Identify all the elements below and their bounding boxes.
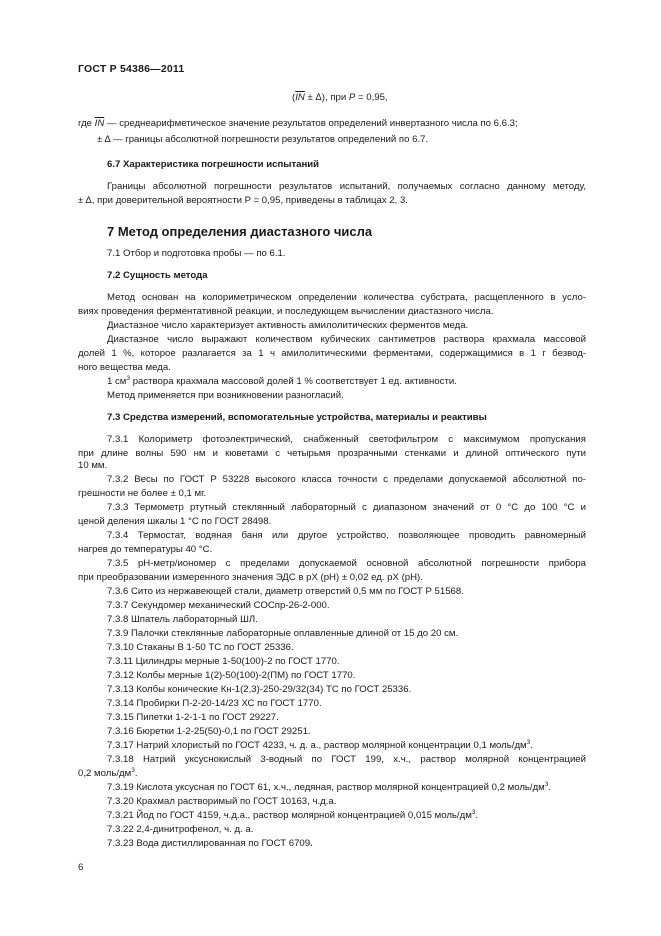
paragraph-7-2-line: 1 $см^3$ раствора крахмала массовой долей 1 % соответствует 1 ед. активности. (107, 375, 457, 387)
page-number: 6 (78, 862, 84, 873)
item-7-3-4-line: 7.3.4 Термостат, водяная баня или другое устройство, позволяющее проводить равномерный (107, 530, 586, 541)
item-7-3-19: 7.3.19 Кислота уксусная по ГОСТ 61, х.ч., ледяная, раствор молярной концентрацией 0,2 моль/$дм^3$. (107, 781, 552, 793)
paragraph-7-2-line: виях проведения ферментативной реакции, и последующем вычислении диастазного числа. (78, 306, 494, 317)
paragraph-7-2-line: долей 1 %, которое разлагается за 1 ч амилолитическими ферментами, содержащимися в 1 г безвод- (78, 348, 586, 359)
legend-line-2: ± Δ — границы абсолютной погрешности результатов определений по 6.7. (97, 134, 429, 145)
item-7-3-1-line: 7.3.1 Колориметр фотоэлектрический, снабженный светофильтром с максимумом пропускания (107, 434, 586, 445)
item-7-3-11: 7.3.11 Цилиндры мерные 1-50(100)-2 по ГОСТ 1770. (107, 656, 340, 667)
item-7-3-18-line: 7.3.18 Натрий уксуснокислый 3-водный по ГОСТ 199, х.ч., раствор молярной концентрацией (107, 754, 586, 765)
section-6-7-title: 6.7 Характеристика погрешности испытаний (107, 159, 320, 170)
item-7-3-23: 7.3.23 Вода дистиллированная по ГОСТ 6709. (107, 838, 313, 849)
paragraph-7-2-line: Диастазное число выражают количеством кубических сантиметров раствора крахмала массовой (107, 334, 586, 345)
item-7-3-1-line: при длине волны 590 нм и кюветами с четырьмя прозрачными стенками и длиной оптического пути (78, 448, 586, 459)
item-7-3-16: 7.3.16 Бюретки 1-2-25(50)-0,1 по ГОСТ 29251. (107, 726, 311, 737)
document-header: ГОСТ Р 54386—2011 (78, 63, 185, 75)
item-7-3-7: 7.3.7 Секундомер механический СОСпр-26-2-000. (107, 600, 330, 611)
item-7-3-8: 7.3.8 Шпатель лабораторный ШЛ. (107, 614, 258, 625)
section-6-7-line-1: Границы абсолютной погрешности результатов испытаний, получаемых согласно данному методу, (107, 181, 586, 192)
item-7-3-18-line: 0,2 моль/$дм^3$. (78, 767, 138, 779)
paragraph-7-2-line: Диастазное число характеризует активность амилолитических ферментов меда. (107, 320, 469, 331)
section-7-2-title: 7.2 Сущность метода (107, 270, 208, 281)
item-7-3-3-line: 7.3.3 Термометр ртутный стеклянный лабораторный с диапазоном значений от 0 °С до 100 °С и (107, 502, 586, 513)
item-7-3-20: 7.3.20 Крахмал растворимый по ГОСТ 10163, ч.д.а. (107, 796, 337, 807)
item-7-3-14: 7.3.14 Пробирки П-2-20-14/23 ХС по ГОСТ 1770. (107, 698, 322, 709)
item-7-3-21: 7.3.21 Йод по ГОСТ 4159, ч.д.а., раствор молярной концентрацией 0,015 моль/$дм^3$. (107, 809, 479, 821)
item-7-3-5-line: при преобразовании измеренного значения ЭДС в pX (pH) ± 0,02 ед. pX (pH). (78, 572, 423, 583)
item-7-3-9: 7.3.9 Палочки стеклянные лабораторные оплавленные длиной от 15 до 20 см. (107, 628, 459, 639)
item-7-3-1-line: 10 мм. (78, 460, 108, 471)
item-7-3-13: 7.3.13 Колбы конические Кн-1(2,3)-250-29/32(34) ТС по ГОСТ 25336. (107, 684, 412, 695)
paragraph-7-1: 7.1 Отбор и подготовка пробы — по 6.1. (107, 248, 286, 259)
item-7-3-17: 7.3.17 Натрий хлористый по ГОСТ 4233, ч. д. а., раствор молярной концентрации 0,1 моль/$дм^3$. (107, 739, 533, 751)
item-7-3-5-line: 7.3.5 pH-метр/иономер с пределами допускаемой основной абсолютной погрешности прибора (107, 558, 586, 569)
section-7-3-title: 7.3 Средства измерений, вспомогательные устройства, материалы и реактивы (107, 412, 487, 423)
item-7-3-2-line: грешности не более ± 0,1 мг. (78, 488, 207, 499)
section-6-7-line-2: ± Δ, при доверительной вероятности P = 0,95, приведены в таблицах 2, 3. (78, 195, 408, 206)
formula-symbol: $\overline{IN}$ (295, 92, 305, 103)
section-7-title: 7 Метод определения диастазного числа (107, 224, 373, 239)
paragraph-7-2-line: Метод применяется при возникновении разногласий. (107, 390, 344, 401)
formula: $(\overline{IN} \pm \Delta)$, при P = 0,95, (292, 92, 388, 103)
item-7-3-2-line: 7.3.2 Весы по ГОСТ Р 53228 высокого класса точности с пределами допускаемой абсолютной по- (107, 474, 586, 485)
item-7-3-12: 7.3.12 Колбы мерные 1(2)-50(100)-2(ПМ) по ГОСТ 1770. (107, 670, 356, 681)
item-7-3-10: 7.3.10 Стаканы В 1-50 ТС по ГОСТ 25336. (107, 642, 294, 653)
item-7-3-4-line: нагрев до температуры 40 °С. (78, 544, 213, 555)
item-7-3-22: 7.3.22 2,4-динитрофенол, ч. д. а. (107, 824, 254, 835)
paragraph-7-2-line: Метод основан на колориметрическом определении количества субстрата, расщепленного в усло- (107, 292, 586, 303)
paragraph-7-2-line: ного вещества меда. (78, 362, 171, 373)
legend-line-1: где $\overline{IN}$ — среднеарифметическое значение результатов определений инвертазного числа по 6.6.3; (78, 118, 518, 129)
item-7-3-6: 7.3.6 Сито из нержавеющей стали, диаметр отверстий 0,5 мм по ГОСТ Р 51568. (107, 586, 464, 597)
item-7-3-15: 7.3.15 Пипетки 1-2-1-1 по ГОСТ 29227. (107, 712, 279, 723)
item-7-3-3-line: ценой деления шкалы 1 °С по ГОСТ 28498. (78, 516, 272, 527)
